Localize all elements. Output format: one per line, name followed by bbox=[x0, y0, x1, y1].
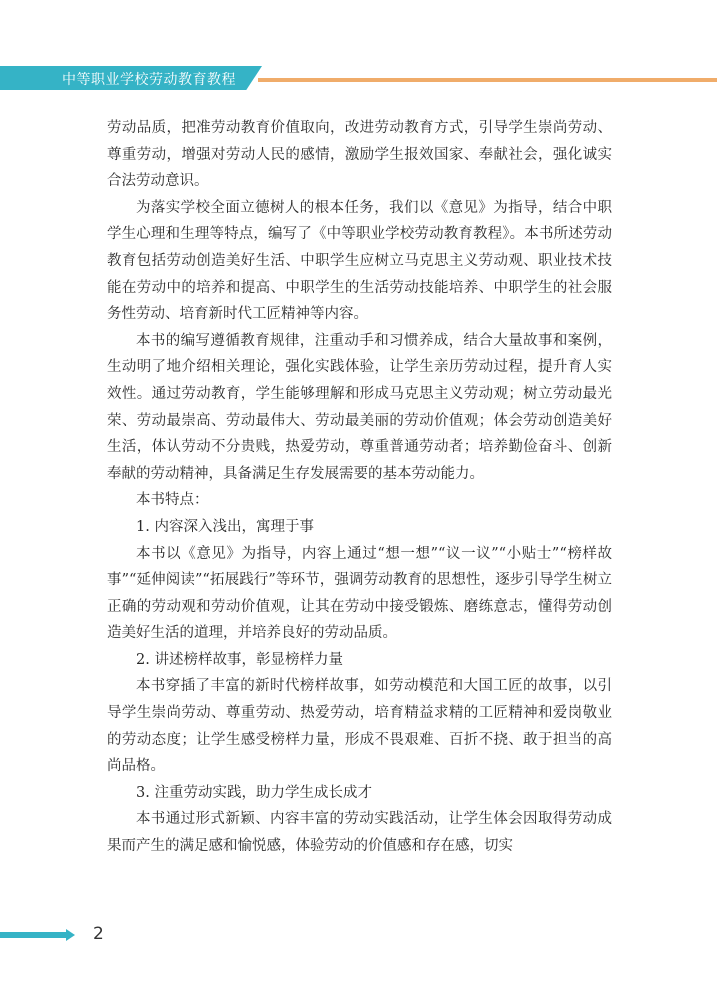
paragraph: 本书穿插了丰富的新时代榜样故事，如劳动模范和大国工匠的故事，以引导学生崇尚劳动、尊重劳动、热爱劳动，培育精益求精的工匠精神和爱岗敬业的劳动态度；让学生感受榜样力量，形成不畏艰难、百折不挠、敢于担当的高尚品格。 bbox=[107, 678, 612, 775]
footer-arrow-icon bbox=[66, 929, 75, 941]
features-heading: 本书特点： bbox=[136, 492, 209, 509]
header-rule bbox=[258, 78, 717, 82]
footer-bar bbox=[0, 932, 66, 938]
paragraph: 劳动品质，把准劳动教育价值取向，改进劳动教育方式，引导学生崇尚劳动、尊重劳动，增强对劳动人民的感情，激励学生报效国家、奉献社会，强化诚实合法劳动意识。 bbox=[107, 120, 612, 190]
feature-heading-1: 1. 内容深入浅出，寓理于事 bbox=[136, 518, 314, 535]
page-number: 2 bbox=[93, 924, 104, 944]
paragraph: 本书的编写遵循教育规律，注重动手和习惯养成，结合大量故事和案例，生动明了地介绍相关理论，强化实践体验，让学生亲历劳动过程，提升育人实效性。通过劳动教育，学生能够理解和形成马克思主义劳动观；树立劳动最光荣、劳动最崇高、劳动最伟大、劳动最美丽的劳动价值观；体会劳动创造美好生活，体认劳动不分贵贱，热爱劳动，尊重普通劳动者；培养勤俭奋斗、创新奉献的劳动精神，具备满足生存发展需要的基本劳动能力。 bbox=[107, 332, 612, 482]
paragraph: 本书以《意见》为指导，内容上通过“想一想”“议一议”“小贴士”“榜样故事”“延伸阅读”“拓展践行”等环节，强调劳动教育的思想性，逐步引导学生树立正确的劳动观和劳动价值观，让其在劳动中接受锻炼、磨练意志，懂得劳动创造美好生活的道理，并培养良好的劳动品质。 bbox=[107, 545, 612, 642]
paragraph: 本书通过形式新颖、内容丰富的劳动实践活动，让学生体会因取得劳动成果而产生的满足感和愉悦感，体验劳动的价值感和存在感，切实 bbox=[107, 811, 612, 855]
feature-heading-2: 2. 讲述榜样故事，彰显榜样力量 bbox=[136, 651, 343, 668]
paragraph: 为落实学校全面立德树人的根本任务，我们以《意见》为指导，结合中职学生心理和生理等特点，编写了《中等职业学校劳动教育教程》。本书所述劳动教育包括劳动创造美好生活、中职学生应树立马克思主义劳动观、职业技术技能在劳动中的培养和提高、中职学生的生活劳动技能培养、中职学生的社会服务性劳动、培育新时代工匠精神等内容。 bbox=[107, 199, 612, 323]
book-title: 中等职业学校劳动教育教程 bbox=[62, 72, 236, 88]
page-body bbox=[107, 115, 612, 860]
feature-heading-3: 3. 注重劳动实践，助力学生成长成才 bbox=[136, 784, 372, 801]
